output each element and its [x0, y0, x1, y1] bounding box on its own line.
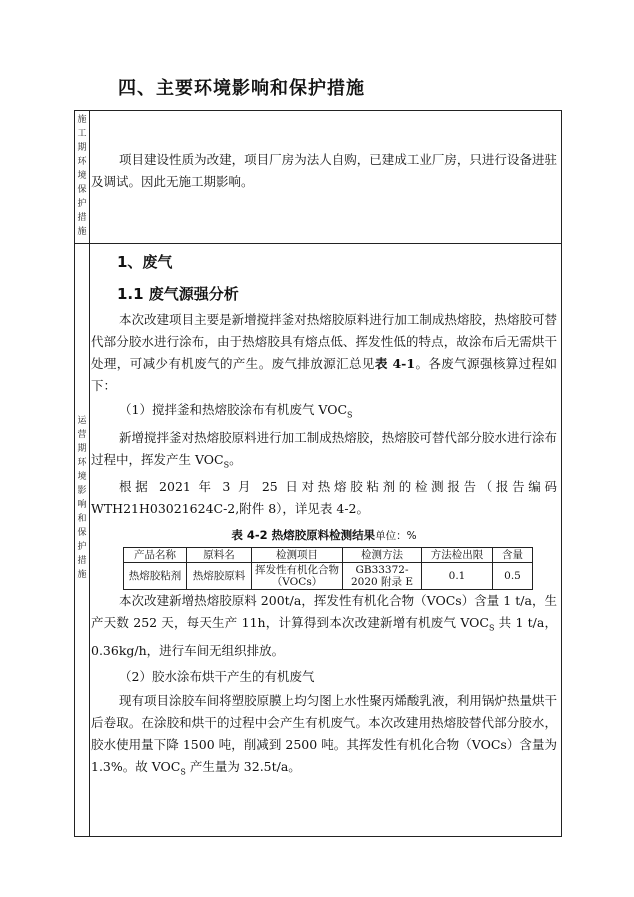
operation-content	[91, 249, 557, 783]
report-paragraph: 根据 2021 年 3 月 25 日对热熔胶粘剂的检测报告（报告编码 WTH21H03021624C-2,附件 8），详见表 4-2。	[91, 479, 557, 516]
column-divider	[89, 111, 90, 836]
table-ref: 表 4-1	[374, 356, 416, 371]
table-cell: 热熔胶粘剂	[124, 563, 187, 590]
heading-source-analysis: 1.1 废气源强分析	[117, 285, 239, 303]
table-header: 检测项目	[252, 548, 343, 563]
sub1-title: （1）搅拌釜和热熔胶涂布有机废气 $VOC_S$	[119, 402, 353, 420]
table-caption: 表 4-2 热熔胶原料检测结果单位：%	[231, 528, 417, 542]
table-header-row	[124, 548, 533, 563]
sub2-paragraph: 现有项目涂胶车间将塑胶原膜上均匀图上水性聚丙烯酸乳液，利用锅炉热量烘干后卷取。在涂胶和烘干的过程中会产生有机废气。本次改建用热熔胶替代部分胶水，胶水使用量下降 1500 吨，削减到 2500 吨。其挥发性有机化合物（VOCs）含量为 1.3%。故 $VOC_S$ 产生量为 32.5t/a。	[91, 692, 557, 776]
measures-table	[74, 110, 562, 837]
table-row	[124, 563, 533, 590]
detection-table	[123, 547, 533, 590]
table-header: 方法检出限	[422, 548, 493, 563]
sub1-paragraph: 新增搅拌釜对热熔胶原料进行加工制成热熔胶，热熔胶可替代部分胶水进行涂布过程中，挥发产生 $VOC_S$。	[91, 429, 557, 469]
table-cell: 0.1	[422, 563, 493, 590]
row-divider	[75, 243, 561, 244]
sub2-title: （2）胶水涂布烘干产生的有机废气	[119, 668, 315, 684]
intro-paragraph: 本次改建项目主要是新增搅拌釜对热熔胶原料进行加工制成热熔胶，热熔胶可替代部分胶水进行涂布，由于热熔胶具有熔点低、挥发性低的特点，故涂布后无需烘干处理，可减少有机废气的产生。废气排放源汇总见表 4-1。各废气源强核算过程如下：	[91, 312, 557, 393]
table-cell: GB33372-2020 附录 E	[343, 563, 422, 590]
operation-side-label: 运营期环境影响和保护措施	[77, 416, 87, 580]
table-cell: 挥发性有机化合物（VOCs）	[252, 563, 343, 590]
table-cell: 热熔胶原料	[187, 563, 252, 590]
table-cell: 0.5	[493, 563, 533, 590]
heading-exhaust: 1、废气	[117, 253, 173, 271]
table-unit: 单位：%	[375, 530, 417, 542]
construction-side-label: 施工期环境保护措施	[77, 115, 87, 237]
construction-content	[91, 149, 557, 193]
table-header: 含量	[493, 548, 533, 563]
table-header: 产品名称	[124, 548, 187, 563]
table-header: 检测方法	[343, 548, 422, 563]
page-title: 四、主要环境影响和保护措施	[118, 78, 365, 99]
calc-paragraph: 本次改建新增热熔胶原料 200t/a，挥发性有机化合物（VOCs）含量 1 t/a，生产天数 252 天，每天生产 11h，计算得到本次改建新增有机废气 $VOC_S$ 共 1 t/a，0.36kg/h，进行车间无组织排放。	[91, 593, 557, 658]
table-header: 原料名	[187, 548, 252, 563]
construction-paragraph: 项目建设性质为改建，项目厂房为法人自购，已建成工业厂房，只进行设备进驻及调试。因此无施工期影响。	[91, 152, 557, 189]
